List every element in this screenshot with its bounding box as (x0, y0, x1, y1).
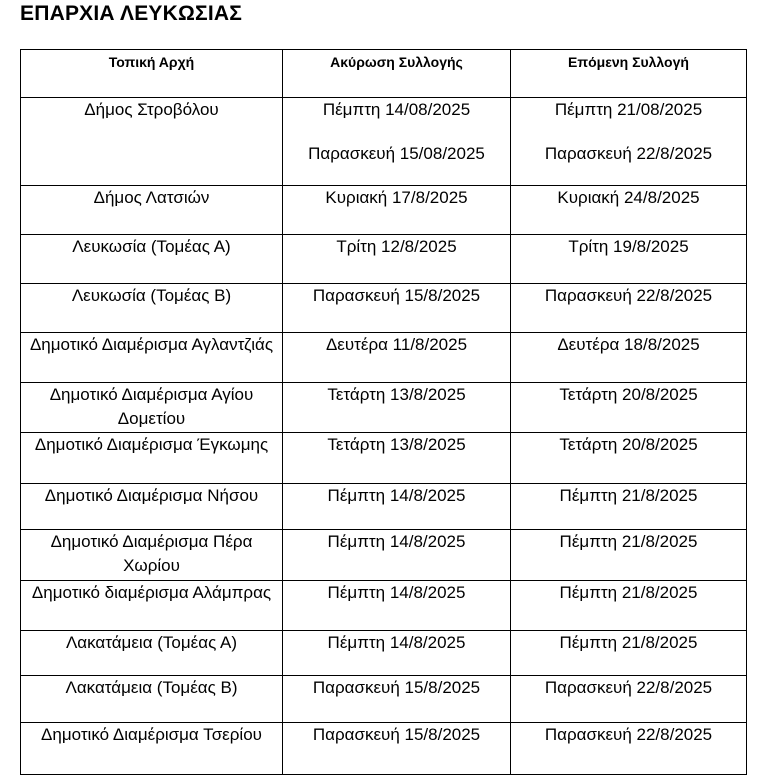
cancellation-date-cell (283, 631, 511, 676)
table-row (21, 235, 747, 284)
authority-cell: Δημοτικό Διαμέρισμα Αγλαντζιάς (21, 333, 283, 383)
date-text: Τετάρτη 13/8/2025 (327, 385, 466, 404)
date-text: Τετάρτη 20/8/2025 (559, 385, 698, 404)
next-collection-date-cell (511, 676, 747, 723)
authority-cell: Δημοτικό Διαμέρισμα Νήσου (21, 484, 283, 530)
date-text: Πέμπτη 14/8/2025 (327, 486, 466, 505)
next-collection-date-cell (511, 333, 747, 383)
next-collection-date-cell (511, 484, 747, 530)
table-row (21, 333, 747, 383)
date-text: Πέμπτη 21/8/2025 (559, 583, 698, 602)
cancellation-date-cell (283, 484, 511, 530)
date-text: Τετάρτη 13/8/2025 (327, 435, 466, 454)
next-collection-date-cell (511, 98, 747, 186)
date-text: Πέμπτη 21/08/2025 (554, 100, 703, 119)
table-row (21, 723, 747, 775)
authority-cell: Λευκωσία (Τομέας Β) (21, 284, 283, 333)
table-row (21, 383, 747, 433)
date-text: Δευτέρα 18/8/2025 (557, 335, 700, 354)
column-header-next-collection: Επόμενη Συλλογή (511, 50, 747, 98)
authority-cell: Λακατάμεια (Τομέας Α) (21, 631, 283, 676)
table-row (21, 581, 747, 631)
authority-cell: Λευκωσία (Τομέας Α) (21, 235, 283, 284)
date-text: Παρασκευή 22/8/2025 (544, 678, 713, 697)
next-collection-date-cell (511, 284, 747, 333)
cancellation-date-cell (283, 433, 511, 484)
table-row (21, 98, 747, 186)
cancellation-date-cell (283, 723, 511, 775)
authority-cell: Δήμος Στροβόλου (21, 98, 283, 186)
cancellation-date-cell (283, 676, 511, 723)
date-text: Παρασκευή 22/8/2025 (544, 725, 713, 744)
cancellation-date-cell (283, 581, 511, 631)
date-text: Πέμπτη 14/8/2025 (327, 532, 466, 551)
authority-cell: Δημοτικό Διαμέρισμα Τσερίου (21, 723, 283, 775)
column-header-authority: Τοπική Αρχή (21, 50, 283, 98)
date-text: Παρασκευή 15/08/2025 (308, 144, 485, 163)
date-text: Πέμπτη 14/08/2025 (322, 100, 471, 119)
date-text: Τετάρτη 20/8/2025 (559, 435, 698, 454)
cancellation-date-cell (283, 284, 511, 333)
cancellation-date-cell (283, 98, 511, 186)
next-collection-date-cell (511, 433, 747, 484)
date-text: Πέμπτη 21/8/2025 (559, 486, 698, 505)
table-row (21, 631, 747, 676)
collection-schedule-table (20, 49, 747, 775)
next-collection-date-cell (511, 723, 747, 775)
table-row (21, 186, 747, 235)
table-row (21, 484, 747, 530)
authority-cell: Λακατάμεια (Τομέας Β) (21, 676, 283, 723)
table-row (21, 284, 747, 333)
column-header-cancellation: Ακύρωση Συλλογής (283, 50, 511, 98)
next-collection-date-cell (511, 581, 747, 631)
table-row (21, 530, 747, 581)
date-text: Κυριακή 24/8/2025 (557, 188, 700, 207)
date-text: Παρασκευή 15/8/2025 (312, 725, 481, 744)
table-row (21, 433, 747, 484)
next-collection-date-cell (511, 631, 747, 676)
cancellation-date-cell (283, 530, 511, 581)
date-text: Παρασκευή 15/8/2025 (312, 286, 481, 305)
next-collection-date-cell (511, 383, 747, 433)
date-text: Δευτέρα 11/8/2025 (325, 335, 468, 354)
date-text: Πέμπτη 21/8/2025 (559, 532, 698, 551)
cancellation-date-cell (283, 235, 511, 284)
date-text: Πέμπτη 21/8/2025 (559, 633, 698, 652)
cancellation-date-cell (283, 383, 511, 433)
authority-cell: Δημοτικό Διαμέρισμα Αγίου Δομετίου (21, 383, 283, 433)
table-header-row (21, 50, 747, 98)
authority-cell: Δήμος Λατσιών (21, 186, 283, 235)
next-collection-date-cell (511, 186, 747, 235)
date-text: Κυριακή 17/8/2025 (325, 188, 468, 207)
cancellation-date-cell (283, 186, 511, 235)
authority-cell: Δημοτικό Διαμέρισμα Έγκωμης (21, 433, 283, 484)
date-text: Τρίτη 12/8/2025 (336, 237, 457, 256)
date-text: Τρίτη 19/8/2025 (568, 237, 689, 256)
authority-cell: Δημοτικό Διαμέρισμα Πέρα Χωρίου (21, 530, 283, 581)
date-text: Παρασκευή 22/8/2025 (544, 286, 713, 305)
table-row (21, 676, 747, 723)
date-text: Πέμπτη 14/8/2025 (327, 633, 466, 652)
next-collection-date-cell (511, 235, 747, 284)
cancellation-date-cell (283, 333, 511, 383)
page-title: ΕΠΑΡΧΙΑ ΛΕΥΚΩΣΙΑΣ (20, 2, 243, 25)
date-text: Πέμπτη 14/8/2025 (327, 583, 466, 602)
next-collection-date-cell (511, 530, 747, 581)
date-text: Παρασκευή 22/8/2025 (544, 144, 713, 163)
date-text: Παρασκευή 15/8/2025 (312, 678, 481, 697)
authority-cell: Δημοτικό διαμέρισμα Αλάμπρας (21, 581, 283, 631)
